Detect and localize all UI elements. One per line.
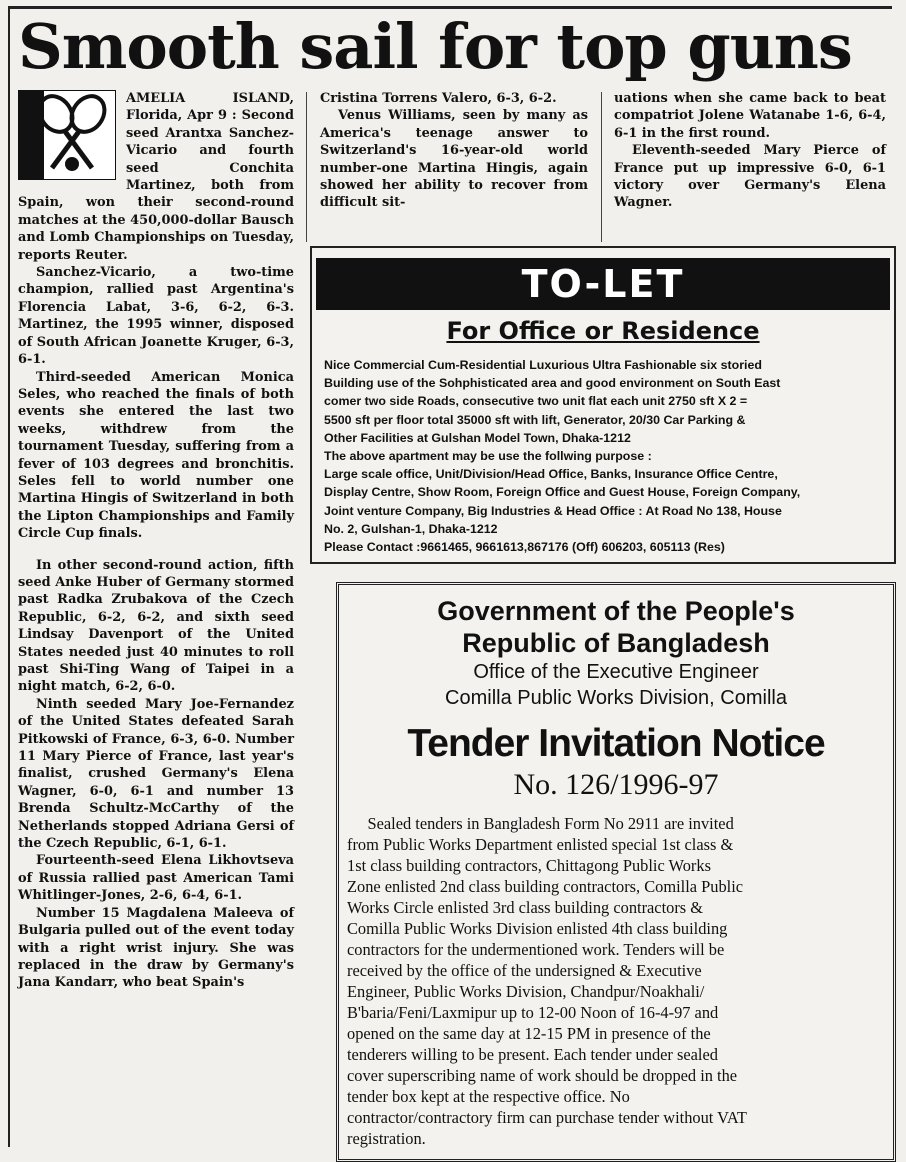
office-line-1: Office of the Executive Engineer [473,661,759,683]
article-paragraph: Fourteenth-seed Elena Likhovtseva of Russia rallied past American Tami Whitlinger-Jones, 2-6, 6-4, 6-1. [18,853,294,904]
to-let-title: TO-LET [316,258,890,310]
article-paragraph: Ninth seeded Mary Joe-Fernandez of the United States defeated Sarah Pitkowski of France, 6-3, 6-0. Number 11 Mary Pierce of France, last year's finalist, crushed Germany's Elena Wagner, 6-0, 6-1 and number 13 Brenda Schultz-McCarthy of the Netherlands stopped Adriana Gersi of the Czech Republic, 6-1, 6-1. [18,696,294,852]
article-paragraph: Sanchez-Vicario, a two-time champion, rallied past Argentina's Florencia Labat, 3-6, 6-2, 6-3. Martinez, the 1995 winner, disposed of South African Joanette Kruger, 6-3, 6-1. [18,265,294,368]
tender-line: tender box kept at the respective office. No [347,1087,630,1106]
article-column-2 [320,90,588,212]
article-column-3 [614,90,886,212]
tender-line: tenderers willing to be present. Each tender under sealed [347,1045,718,1064]
article-paragraph: Number 15 Magdalena Maleeva of Bulgaria pulled out of the event today with a right wrist injury. She was replaced in the draw by Germany's Jana Kandarr, who beat Spain's [18,905,294,991]
tender-line: contractor/contractory firm can purchase tender without VAT [347,1108,747,1127]
tender-line: Works Circle enlisted 3rd class building contractors & [347,898,704,917]
ad-line: Display Centre, Show Room, Foreign Office and Guest House, Foreign Company, [324,485,801,500]
ad-contact-line: Please Contact :9661465, 9661613,867176 (Off) 606203, 605113 (Res) [324,540,725,555]
ad-line: 5500 sft per floor total 35000 sft with lift, Generator, 20/30 Car Parking & [324,412,746,427]
tender-number: No. 126/1996-97 [513,768,719,801]
to-let-advertisement [310,246,896,564]
tender-line: Engineer, Public Works Division, Chandpur/Noakhali/ [347,982,705,1001]
article-paragraph: Eleventh-seeded Mary Pierce of France put up impressive 6-0, 6-1 victory over Germany's Elena Wagner. [614,143,886,211]
ad-line: Nice Commercial Cum-Residential Luxurious Ultra Fashionable six storied [324,358,762,372]
tender-line: from Public Works Department enlisted special 1st class & [347,835,734,854]
tender-line: 1st class building contractors, Chittagong Public Works [347,856,711,875]
ad-line: Large scale office, Unit/Division/Head Office, Banks, Insurance Office Centre, [324,467,778,482]
top-rule [8,6,892,9]
crossed-tennis-rackets-icon [18,90,116,180]
ad-line: comer two side Roads, consecutive two unit flat each unit 2750 sft X 2 = [324,394,748,409]
left-rule [8,6,10,1147]
tender-title: Tender Invitation Notice [407,722,825,765]
to-let-subtitle: For Office or Residence [446,317,760,345]
article-lead: Second seed Arantxa Sanchez-Vicario and fourth seed Conchita Martinez, both from Spain, won their second-round matches at the 450,000-dollar Bausch and Lomb Championships on Tuesday, reports Reuter. [18,108,294,263]
government-line-2: Republic of Bangladesh [462,628,770,658]
tender-line: Zone enlisted 2nd class building contractors, Comilla Public [347,877,744,896]
article-paragraph: Venus Williams, seen by many as America's teenage answer to Switzerland's 16-year-old world number-one Martina Hingis, again showed her ability to recover from difficult sit- [320,108,588,211]
tender-line: Comilla Public Works Division enlisted 4th class building [347,919,728,938]
tender-notice [336,582,896,1162]
office-line-2: Comilla Public Works Division, Comilla [445,687,787,709]
tender-line: cover superscribing name of work should be dropped in the [347,1066,738,1085]
to-let-body [324,356,886,556]
tender-line: B'baria/Feni/Laxmipur up to 12-00 Noon of 16-4-97 and [347,1003,719,1022]
article-paragraph: Third-seeded American Monica Seles, who reached the finals of both events she entered the last two weeks, withdrew from the tournament Tuesday, suffering from a fever of 103 degrees and bronchitis. Seles fell to world number one Martina Hingis of Switzerland in both the Lipton Championships and Family Circle Cup finals. [18,369,294,542]
column-rule [306,92,307,242]
government-line-1: Government of the People's [437,596,795,626]
ad-line: No. 2, Gulshan-1, Dhaka-1212 [324,521,498,536]
ad-line: Joint venture Company, Big Industries & Head Office : At Road No 138, House [324,503,782,518]
article-column-1 [18,90,294,992]
tender-line: opened on the same day at 12-15 PM in presence of the [347,1024,711,1043]
tender-line: registration. [347,1129,426,1148]
headline: Smooth sail for top guns [18,10,852,83]
column-rule [601,92,602,242]
ad-line: Other Facilities at Gulshan Model Town, Dhaka-1212 [324,430,631,445]
article-paragraph: In other second-round action, fifth seed Anke Huber of Germany stormed past Radka Zrubakova of the Czech Republic, 6-2, 6-2, and sixth seed Lindsay Davenport of the United States needed just 40 minutes to roll past Shi-Ting Wang of Taipei in a night match, 6-2, 6-0. [18,557,294,695]
tender-line: Sealed tenders in Bangladesh Form No 2911 are invited [347,814,734,833]
ad-line: Building use of the Sohphisticated area and good environment on South East [324,376,781,391]
article-paragraph: uations when she came back to beat compatriot Jolene Watanabe 1-6, 6-4, 6-1 in the first round. [614,91,886,141]
ad-line: The above apartment may be use the follwing purpose : [324,449,652,464]
tender-line: contractors for the undermentioned work. Tenders will be [347,940,725,959]
article-paragraph: Cristina Torrens Valero, 6-3, 6-2. [320,91,557,106]
tender-line: received by the office of the undersigned & Executive [347,961,702,980]
dateline: AMELIA ISLAND, Florida, Apr 9 : [126,91,294,124]
tender-body [347,813,885,1149]
